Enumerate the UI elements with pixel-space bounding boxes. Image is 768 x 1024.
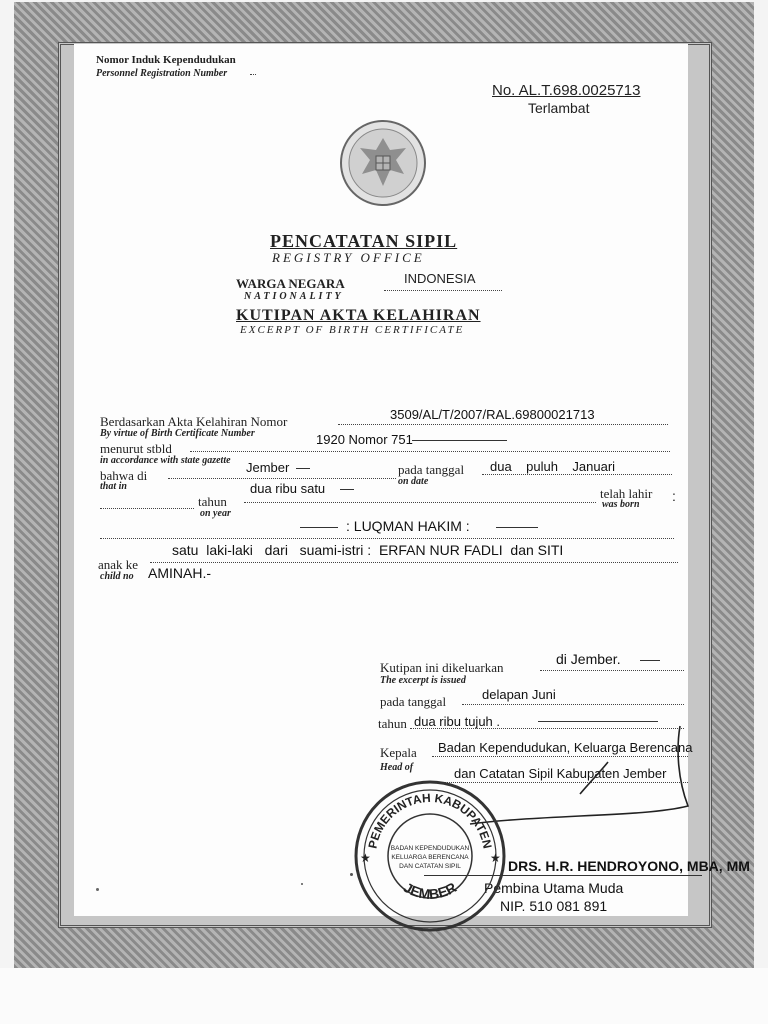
year-value: dua ribu satu xyxy=(250,481,326,496)
svg-text:★: ★ xyxy=(360,851,371,865)
scan-margin xyxy=(0,968,768,1024)
document-title-en: EXCERPT OF BIRTH CERTIFICATE xyxy=(240,324,465,336)
certificate-number: No. AL.T.698.0025713 xyxy=(492,82,641,99)
head-office-line-1: Badan Kependudukan, Keluarga Berencana xyxy=(438,740,693,755)
official-stamp-icon xyxy=(352,778,508,934)
issued-label: Kutipan ini dikeluarkan xyxy=(380,660,504,675)
nationality-label-en: NATIONALITY xyxy=(244,291,344,302)
stbld-label-en: in accordance with state gazette xyxy=(100,455,231,466)
year-label-en: on year xyxy=(200,508,231,519)
office-title: PENCATATAN SIPIL xyxy=(270,231,458,251)
nationality-value: INDONESIA xyxy=(404,271,476,286)
document-title: KUTIPAN AKTA KELAHIRAN xyxy=(236,307,481,324)
birth-cert-number-label: Berdasarkan Akta Kelahiran Nomor xyxy=(100,414,288,429)
place-value: Jember xyxy=(246,460,290,475)
child-order-label: anak ke xyxy=(98,557,139,572)
stamp-ring-bottom: JEMBER xyxy=(400,879,460,903)
head-office-line-2: dan Catatan Sipil Kabupaten Jember xyxy=(454,766,667,781)
stamp-ring-text: PEMERINTAH KABUPATEN xyxy=(365,790,495,850)
head-label: Kepala xyxy=(380,745,417,760)
nationality-label: WARGA NEGARA xyxy=(236,276,345,291)
office-title-en: REGISTRY OFFICE xyxy=(272,250,425,265)
year-label: tahun xyxy=(198,494,227,509)
official-name: DRS. H.R. HENDROYONO, MBA, MM xyxy=(508,858,750,874)
svg-text:JEMBER xyxy=(401,879,459,902)
nik-label-en: Personnel Registration Number xyxy=(96,68,228,79)
svg-text:★: ★ xyxy=(490,851,501,865)
child-order-value: satu laki-laki dari suami-istri : ERFAN NUR FADLI dan SITI xyxy=(172,542,564,558)
child-name: : LUQMAN HAKIM : xyxy=(346,518,470,534)
svg-text:PEMERINTAH KABUPATEN xyxy=(366,791,495,850)
certificate-status: Terlambat xyxy=(528,100,590,116)
stbld-value: 1920 Nomor 751 xyxy=(316,432,413,447)
issued-place: di Jember. xyxy=(556,651,621,667)
place-label: bahwa di xyxy=(100,468,148,483)
issued-year-value: dua ribu tujuh . xyxy=(414,714,501,729)
born-label: telah lahir xyxy=(600,486,653,501)
issued-date-label: pada tanggal xyxy=(380,694,447,709)
head-label-en: Head of xyxy=(380,762,414,773)
birth-date-label-en: on date xyxy=(398,476,429,487)
official-nip: NIP. 510 081 891 xyxy=(500,898,608,914)
stbld-label: menurut stbld xyxy=(100,441,172,456)
birth-date-value: dua puluh Januari xyxy=(490,459,616,474)
garuda-emblem-icon xyxy=(338,118,428,208)
birth-cert-number-value: 3509/AL/T/2007/RAL.69800021713 xyxy=(390,407,595,422)
place-label-en: that in xyxy=(100,481,127,492)
issued-date-value: delapan Juni xyxy=(482,687,556,702)
stamp-inner-line-3: DAN CATATAN SIPIL xyxy=(399,863,461,870)
stamp-inner-line-2: KELUARGA BERENCANA xyxy=(391,854,469,861)
birth-cert-number-label-en: By virtue of Birth Certificate Number xyxy=(100,428,255,439)
birth-date-label: pada tanggal xyxy=(398,462,465,477)
child-order-label-en: child no xyxy=(100,571,134,582)
nik-label: Nomor Induk Kependudukan xyxy=(96,54,236,66)
official-rank: Pembina Utama Muda xyxy=(484,880,624,896)
born-label-en: was born xyxy=(602,499,640,510)
issued-year-label: tahun xyxy=(378,716,407,731)
mother-name: AMINAH.- xyxy=(148,565,211,581)
stamp-inner-line-1: BADAN KEPENDUDUKAN xyxy=(390,845,470,852)
issued-label-en: The excerpt is issued xyxy=(380,675,466,686)
